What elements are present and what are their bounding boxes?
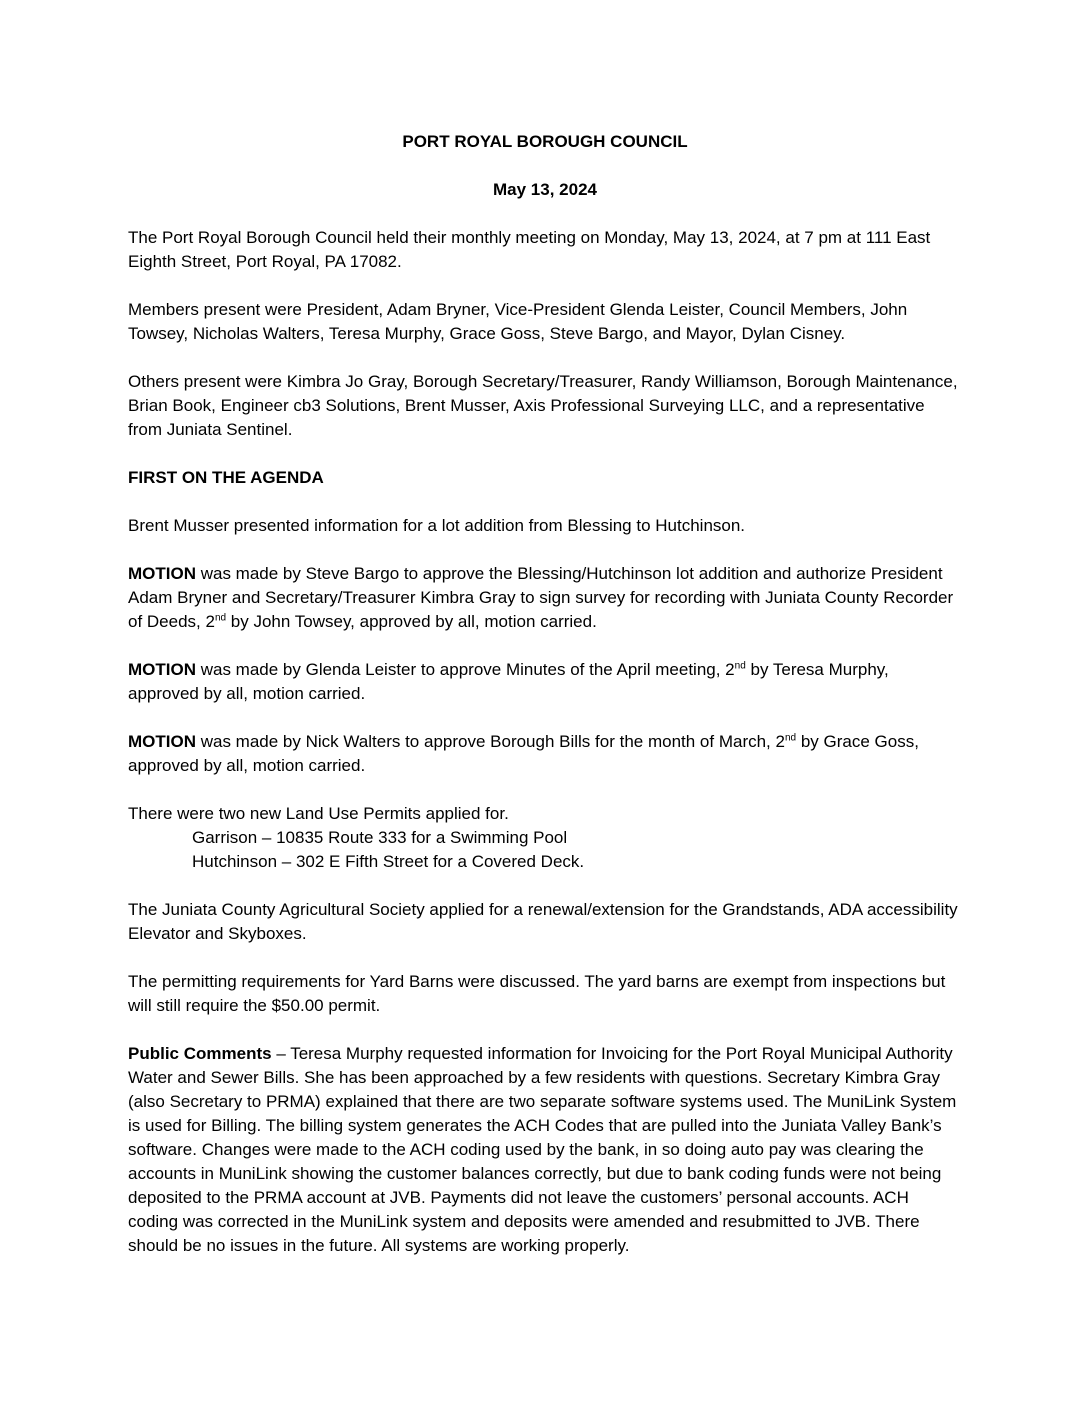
- motion-label: MOTION: [128, 660, 196, 679]
- motion-label: MOTION: [128, 564, 196, 583]
- ordinal-suffix: nd: [734, 660, 746, 672]
- motion-label: MOTION: [128, 732, 196, 751]
- motion-text: by John Towsey, approved by all, motion carried.: [226, 612, 597, 631]
- public-comments-text: – Teresa Murphy requested information for Invoicing for the Port Royal Municipal Authority Water and Sewer Bills. She has been approached by a few residents with questions. Secretary Kimbra Gray (also Secretary to PRMA) explained that there are two separate software systems used. The MuniLink System is used for Billing. The billing system generates the ACH Codes that are pulled into the Juniata Valley Bank’s software. Changes were made to the ACH coding used by the bank, in so doing auto pay was clearing the accounts in MuniLink showing the customer balances correctly, but due to bank coding funds were not being deposited to the PRMA account at JVB. Payments did not leave the customers’ personal accounts. ACH coding was corrected in the MuniLink system and deposits were amended and resubmitted to JVB. There should be no issues in the future. All systems are working properly.: [128, 1044, 957, 1255]
- permit-item-hutchinson: Hutchinson – 302 E Fifth Street for a Covered Deck.: [192, 852, 585, 871]
- members-paragraph: Members present were President, Adam Bryner, Vice-President Glenda Leister, Council Members, John Towsey, Nicholas Walters, Teresa Murphy, Grace Goss, Steve Bargo, and Mayor, Dylan Cisney.: [128, 300, 908, 343]
- agenda-heading: FIRST ON THE AGENDA: [128, 468, 324, 487]
- ordinal-suffix: nd: [784, 732, 797, 744]
- meeting-date: May 13, 2024: [493, 180, 597, 199]
- ordinal-suffix: nd: [214, 612, 227, 624]
- others-paragraph: Others present were Kimbra Jo Gray, Borough Secretary/Treasurer, Randy Williamson, Borough Maintenance, Brian Book, Engineer cb3 Solutions, Brent Musser, Axis Professional Surveying LLC, and a representative from Juniata Sentinel.: [128, 372, 958, 439]
- motion-text: was made by Nick Walters to approve Borough Bills for the month of March, 2: [196, 732, 785, 751]
- yard-barns-paragraph: The permitting requirements for Yard Barns were discussed. The yard barns are exempt from inspections but will still require the $50.00 permit.: [128, 972, 946, 1015]
- document-title: PORT ROYAL BOROUGH COUNCIL: [402, 132, 688, 151]
- permits-intro: There were two new Land Use Permits applied for.: [128, 804, 509, 823]
- motion-text: by Grace Goss, approved by all, motion carried.: [128, 732, 919, 775]
- motion-lot-addition: [128, 562, 962, 634]
- motion-bills: [128, 730, 962, 778]
- permit-item-garrison: Garrison – 10835 Route 333 for a Swimming Pool: [192, 828, 568, 847]
- motion-minutes: [128, 658, 962, 706]
- musser-paragraph: Brent Musser presented information for a lot addition from Blessing to Hutchinson.: [128, 516, 746, 535]
- motion-text: was made by Steve Bargo to approve the Blessing/Hutchinson lot addition and authorize President Adam Bryner and Secretary/Treasurer Kimbra Gray to sign survey for recording with Juniata County Recorder of Deeds, 2: [128, 564, 954, 631]
- intro-paragraph: The Port Royal Borough Council held their monthly meeting on Monday, May 13, 2024, at 7 pm at 111 East Eighth Street, Port Royal, PA 17082.: [128, 228, 931, 271]
- agricultural-paragraph: The Juniata County Agricultural Society applied for a renewal/extension for the Grandstands, ADA accessibility Elevator and Skyboxes.: [128, 900, 958, 943]
- permits-paragraph: [128, 802, 962, 874]
- motion-text: was made by Glenda Leister to approve Minutes of the April meeting, 2: [196, 660, 735, 679]
- public-comments-paragraph: [128, 1042, 962, 1258]
- motion-text: by Teresa Murphy, approved by all, motion carried.: [128, 660, 889, 703]
- public-comments-label: Public Comments: [128, 1044, 272, 1063]
